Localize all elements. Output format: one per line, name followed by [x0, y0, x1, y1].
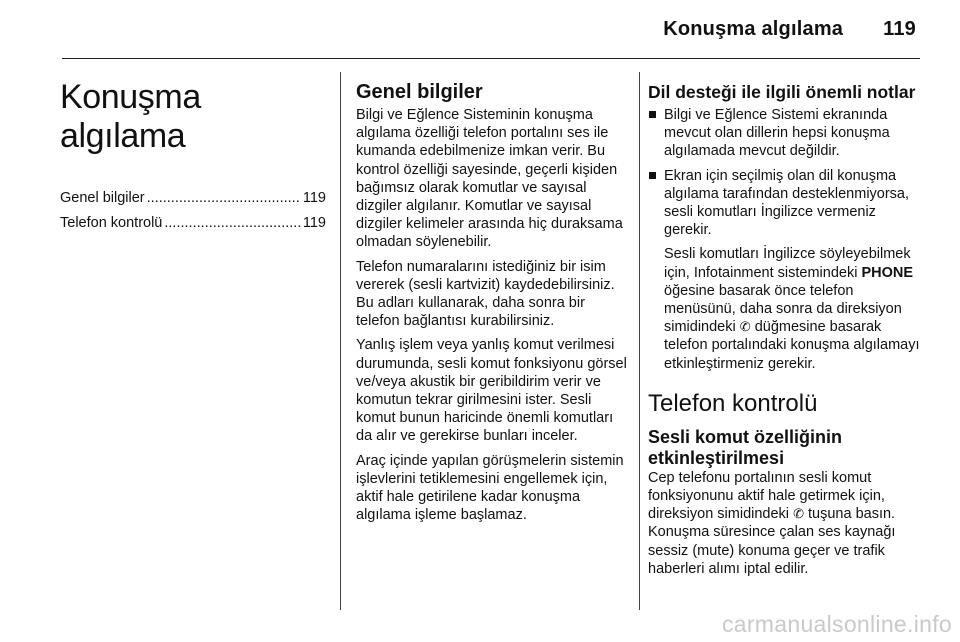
toc-page: 119 — [302, 190, 326, 206]
list-item — [648, 167, 924, 373]
column-divider-left — [340, 72, 341, 610]
bullet-text: Ekran için seçilmiş olan dil konuşma algılama tarafından desteklenmiyorsa, sesli komutları İngilizce vermeniz gerekir. — [664, 167, 910, 239]
running-header — [663, 18, 916, 41]
section-heading-general-info: Genel bilgiler — [356, 81, 483, 103]
toc-entry-telefon-kontrolu[interactable] — [60, 211, 326, 236]
column-divider-right — [639, 72, 640, 610]
section-heading-phone-control: Telefon kontrolü — [648, 389, 818, 417]
toc-label: Telefon kontrolü — [60, 215, 163, 231]
para-text: öğesine basarak önce telefon menüsünü, daha sonra da direksiyon simidindeki — [664, 282, 902, 336]
paragraph: Araç içinde yapılan görüşmelerin sistemin işlevlerini tetiklemesini engellemek için, aktif hale getirilene kadar konuşma algılama işleme başlamaz. — [356, 452, 624, 524]
phone-hotkey-label: PHONE — [861, 264, 914, 281]
toc-label: Genel bilgiler — [60, 190, 145, 206]
paragraph: Yanlış işlem veya yanlış komut verilmesi durumunda, sesli komut fonksiyonu görsel ve/veya akustik bir geribildirim verir ve komutun tekrar girilmesini ister. Sesli komut bunun haricinde önemli komutları da alır ve gerekirse bunları inceler. — [356, 337, 627, 445]
toc-page: 119 — [302, 215, 326, 231]
voice-command-icon: ✆ — [739, 319, 751, 335]
header-title: Konuşma algılama — [663, 18, 844, 40]
notes-list — [648, 106, 924, 373]
toc-leader-dots — [164, 211, 301, 236]
bullet-text: Bilgi ve Eğlence Sistemi ekranında mevcut olan dillerin hepsi konuşma algılamada mevcut değildir. — [664, 107, 890, 160]
section-heading-language-notes: Dil desteği ile ilgili önemli notlar — [648, 82, 916, 102]
paragraph: Telefon numaralarını istediğiniz bir isim vererek (sesli kartvizit) kaydedebilirsiniz. Bu adları kullanarak, daha sonra bir telefon bağlantısı kurabilirsiniz. — [356, 258, 615, 330]
toc-leader-dots — [147, 186, 301, 211]
subheading-line-1: Sesli komut özelliğinin — [648, 426, 843, 447]
list-item — [648, 106, 924, 161]
paragraph — [648, 469, 924, 578]
contents-column — [60, 76, 326, 236]
chapter-title: Konuşma algılama — [60, 78, 201, 155]
paragraph: Bilgi ve Eğlence Sisteminin konuşma algılama özelliği telefon portalını ses ile kumanda edebilmenize imkan verir. Bu kontrol özelliği sayesinde, geçerli kişiden bağımsız olarak komutlar ve sayısal dizgiler algılanır. Komutlar ve sayısal dizgiler kelimeler arasında hiç duraksama olmadan söylenebilir. — [356, 107, 623, 251]
para-text: düğmesine basarak telefon portalındaki konuşma algılamayı etkinleştirmeniz gerekir. — [664, 319, 920, 372]
para-text: Sesli komutları İngilizce söyleyebilmek için, Infotainment sistemindeki — [664, 246, 911, 281]
language-support-column — [648, 76, 924, 584]
bullet-paragraph — [664, 245, 924, 372]
header-rule — [62, 58, 920, 59]
para-text: tuşuna basın. Konuşma süresince çalan ses kaynağı sessiz (mute) konuma geçer ve trafik haberleri alımı iptal edilir. — [648, 506, 896, 577]
watermark: carmanualsonline.info — [721, 611, 952, 637]
page-number: 119 — [883, 18, 916, 40]
general-info-column — [356, 76, 628, 530]
subheading-line-2: etkinleştirilmesi — [648, 447, 785, 468]
table-of-contents — [60, 186, 326, 236]
para-text: Cep telefonu portalının sesli komut fonksiyonunu aktif hale getirmek için, direksiyon simidindeki — [648, 469, 885, 523]
toc-entry-genel-bilgiler[interactable] — [60, 186, 326, 211]
voice-command-icon: ✆ — [793, 506, 804, 522]
